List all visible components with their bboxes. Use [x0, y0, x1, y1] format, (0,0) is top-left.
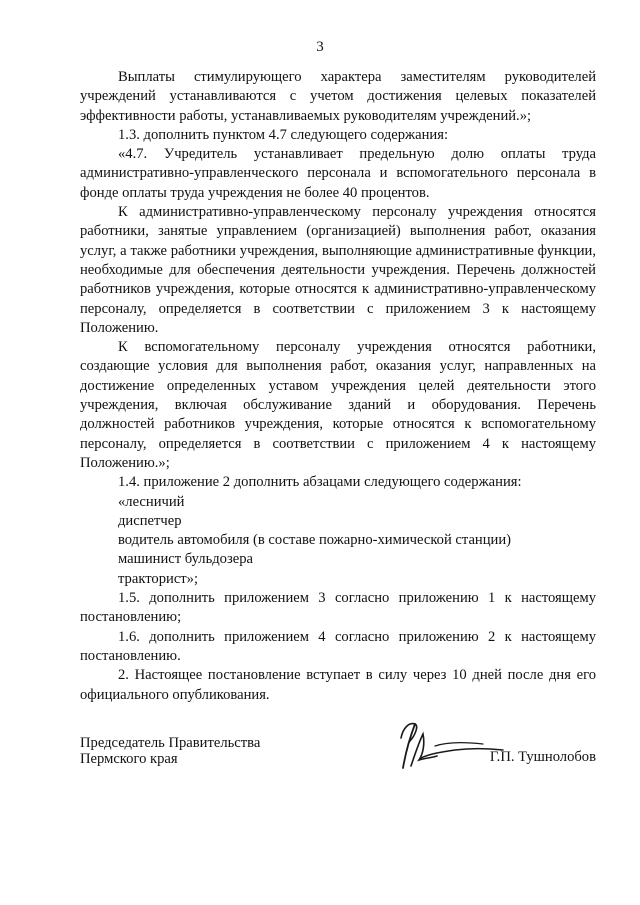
handwritten-signature — [385, 718, 505, 774]
signatory-position — [80, 736, 260, 767]
list-item: тракторист»; — [118, 570, 199, 587]
paragraph: 2. Настоящее постановление вступает в силу через 10 дней после дня его официального опубликования. — [80, 667, 596, 703]
position-list — [80, 493, 596, 589]
paragraph: 1.3. дополнить пунктом 4.7 следующего содержания: — [118, 126, 449, 143]
paragraph: 1.5. дополнить приложением 3 согласно приложению 1 к настоящему постановлению; — [80, 590, 596, 626]
signature-block — [80, 736, 596, 796]
list-item: «лесничий — [118, 493, 185, 510]
list-item: водитель автомобиля (в составе пожарно-химической станции) — [118, 532, 512, 549]
paragraph: «4.7. Учредитель устанавливает предельную долю оплаты труда административно-управленческого персонала и вспомогательного персонала в фонде оплаты труда учреждения не более 40 процентов. — [80, 146, 596, 201]
paragraph: 1.6. дополнить приложением 4 согласно приложению 2 к настоящему постановлению. — [80, 628, 596, 664]
document-body — [80, 68, 596, 705]
paragraph: 1.4. приложение 2 дополнить абзацами следующего содержания: — [118, 474, 522, 491]
paragraph: К вспомогательному персоналу учреждения относятся работники, создающие условия для выполнения работ, оказания услуг, направленных на достижение определенных уставом учреждения целей деятельности этого учреждения, включая обслуживание зданий и оборудования. Перечень должностей работников учреждения, которые относятся к вспомогательному персоналу, определяется в соответствии с приложением 4 к настоящему Положению.»; — [80, 339, 596, 471]
signatory-name: Г.П. Тушнолобов — [489, 749, 596, 765]
paragraph: К административно-управленческому персоналу учреждения относятся работники, занятые управлением (организацией) выполнения работ, оказания услуг, а также работники учреждения, выполняющие административные функции, необходимые для обеспечения деятельности учреждения. Перечень должностей работников учреждения, которые относятся к административно-управленческому персоналу, определяется в соответствии с приложением 3 к настоящему Положению. — [80, 204, 596, 336]
paragraph: Выплаты стимулирующего характера заместителям руководителей учреждений устанавливаются с учетом достижения целевых показателей эффективности работы, устанавливаемых руководителям учреждений.»; — [80, 69, 596, 124]
signatory-position-line: Пермского края — [80, 750, 178, 767]
list-item: диспетчер — [118, 512, 182, 529]
page-number: 3 — [316, 39, 324, 55]
list-item: машинист бульдозера — [118, 551, 253, 568]
signatory-position-line: Председатель Правительства — [80, 735, 261, 751]
